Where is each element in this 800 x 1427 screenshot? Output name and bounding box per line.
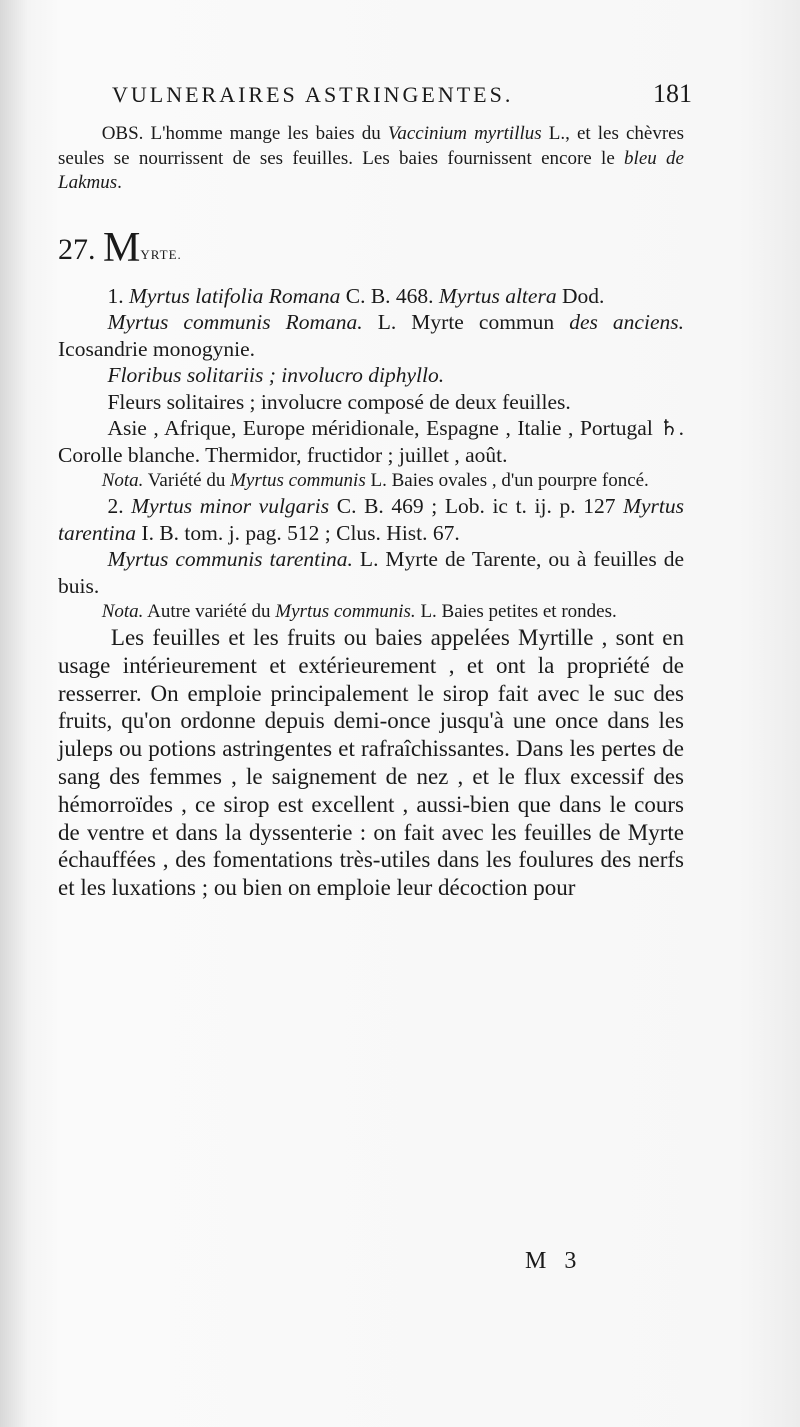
common-name: L. Myrte de Tarente, ou à feuilles de buis. (58, 547, 684, 598)
obs-text: L'homme mange les baies du (143, 123, 388, 144)
running-head-title: VULNERAIRES ASTRINGENTES. (112, 82, 514, 107)
nota-text: L. Baies petites et rondes. (415, 600, 617, 622)
nota-text: Autre variété du (143, 600, 276, 622)
bleu-de-lakmus: bleu de Lakmus (58, 147, 684, 193)
synonym-number: 1. (107, 283, 129, 308)
entry-title-rest: YRTE. (140, 246, 182, 262)
obs-label: OBS. (101, 123, 144, 144)
synonym-1 (58, 283, 684, 310)
obs-paragraph (58, 122, 684, 196)
nota-label: Nota. (101, 600, 144, 622)
nota-1 (58, 469, 684, 494)
habitat-description: Asie , Afrique, Europe méridionale, Espagne , Italie , Portugal ♄. Corolle blanche. Thermidor, fructidor ; juillet , août. (58, 416, 684, 468)
body-paragraph: Les feuilles et les fruits ou baies appelées Myrtille , sont en usage intérieurement et extérieurement , et ont la propriété de resserrer. On emploie principalement le sirop fait avec le suc des fruits, qu'on ordonne depuis demi-once jusqu'à une once dans les juleps ou potions astringentes et rafraîchissantes. Dans les pertes de sang des femmes , le saignement de nez , et le flux excessif des hémorroïdes , ce sirop est excellent , aussi-bien que dans le cours de ventre et dans la dyssenterie : on fait avec les feuilles de Myrte échauffées , des fomentations très-utiles dans les foulures des nerfs et les luxations ; ou bien on emploie leur décoction pour (58, 625, 684, 901)
latin-description: Floribus solitariis ; involucro diphyllo. (107, 363, 445, 388)
nota-2 (58, 600, 684, 625)
latin-name: Myrtus latifolia Romana (128, 283, 341, 308)
latin-name: Myrtus communis tarentina. (107, 547, 353, 572)
nota-text: L. Baies ovales , d'un pourpre foncé. (365, 469, 649, 491)
nota-label: Nota. (101, 469, 144, 491)
reference: Dod. (556, 283, 605, 308)
obs-text: L., et les chèvres seules se nourrissent de ses feuilles. Les baies fournissent encore le (58, 123, 685, 169)
entry-heading (58, 224, 684, 273)
common-name-italic: des anciens. (569, 310, 684, 335)
french-description: Fleurs solitaires ; involucre composé de deux feuilles. (107, 389, 571, 414)
variety-2 (58, 493, 684, 546)
running-head (112, 79, 692, 108)
obs-text: . (117, 172, 122, 193)
page-text (58, 122, 684, 902)
classification: Icosandrie monogynie. (58, 336, 256, 361)
latin-name: Myrtus communis Romana. (107, 310, 363, 335)
synonym-linnaeus (58, 309, 684, 362)
vaccinium-name: Vaccinium myrtillus (387, 123, 542, 144)
signature-mark: M 3 (525, 1248, 583, 1274)
reference: C. B. 468. (340, 283, 439, 308)
latin-name: Myrtus communis. (275, 600, 416, 622)
reference: I. B. tom. j. pag. 512 ; Clus. Hist. 67. (136, 520, 460, 545)
latin-name: Myrtus communis (230, 469, 366, 491)
variety-2-linnaeus (58, 546, 684, 599)
entry-initial: M (103, 224, 141, 271)
reference: C. B. 469 ; Lob. ic t. ij. p. 127 (329, 494, 624, 519)
nota-text: Variété du (143, 469, 231, 491)
variety-number: 2. (107, 494, 132, 519)
common-name: L. Myrte commun (362, 310, 570, 335)
latin-name: Myrtus minor vulgaris (131, 494, 330, 519)
latin-name: Myrtus altera (438, 283, 557, 308)
entry-number: 27. (58, 232, 96, 266)
page-number: 181 (653, 79, 692, 108)
latin-name: Myrtus tarentina (58, 494, 684, 545)
